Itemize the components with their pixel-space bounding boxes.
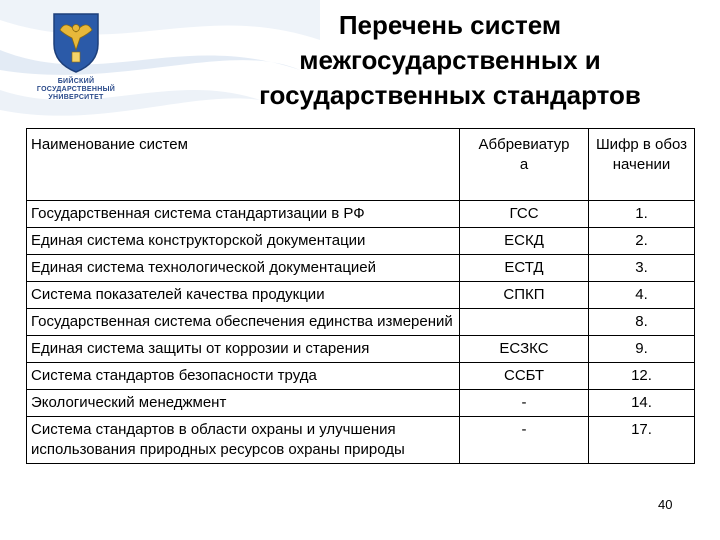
system-code: 12.	[589, 363, 695, 390]
table-row	[27, 363, 695, 390]
system-abbreviation: ЕСТД	[460, 255, 589, 282]
table-row	[27, 201, 695, 228]
system-name: Экологический менеджмент	[27, 390, 460, 417]
table-header-row	[27, 129, 695, 201]
system-code: 1.	[589, 201, 695, 228]
standards-table	[26, 128, 695, 464]
system-name: Единая система конструкторской документации	[27, 228, 460, 255]
title-line: межгосударственных и	[299, 45, 601, 75]
system-name: Система показателей качества продукции	[27, 282, 460, 309]
logo-text-line: БИЙСКИЙ	[57, 78, 95, 85]
table-row	[27, 417, 695, 464]
system-abbreviation	[460, 309, 589, 336]
system-abbreviation: СПКП	[460, 282, 589, 309]
system-code: 9.	[589, 336, 695, 363]
system-code: 17.	[589, 417, 695, 464]
system-name: Система стандартов в области охраны и улучшения использования природных ресурсов охраны природы	[27, 417, 460, 464]
table-row	[27, 282, 695, 309]
system-name: Государственная система стандартизации в РФ	[27, 201, 460, 228]
header-name: Наименование систем	[27, 129, 460, 201]
eagle-shield-icon	[50, 10, 102, 74]
page-number: 40	[658, 497, 673, 512]
system-abbreviation: ЕСЗКС	[460, 336, 589, 363]
logo-text-line: УНИВЕРСИТЕТ	[48, 94, 104, 101]
table-row	[27, 255, 695, 282]
system-name: Единая система защиты от коррозии и старения	[27, 336, 460, 363]
system-code: 3.	[589, 255, 695, 282]
system-code: 4.	[589, 282, 695, 309]
university-logo	[26, 10, 126, 102]
system-code: 8.	[589, 309, 695, 336]
system-abbreviation: ССБТ	[460, 363, 589, 390]
slide-title	[200, 8, 700, 113]
table-row	[27, 390, 695, 417]
header-code: Шифр в обозначении	[589, 129, 695, 201]
system-name: Единая система технологической документацией	[27, 255, 460, 282]
system-name: Система стандартов безопасности труда	[27, 363, 460, 390]
system-abbreviation: ЕСКД	[460, 228, 589, 255]
system-abbreviation: ГСС	[460, 201, 589, 228]
system-abbreviation: -	[460, 390, 589, 417]
table-row	[27, 228, 695, 255]
table-row	[27, 309, 695, 336]
table-row	[27, 336, 695, 363]
header-abbreviation: Аббревиатура	[460, 129, 589, 201]
logo-text-line: ГОСУДАРСТВЕННЫЙ	[36, 86, 116, 93]
title-line: Перечень систем	[338, 10, 562, 40]
system-abbreviation: -	[460, 417, 589, 464]
system-name: Государственная система обеспечения единства измерений	[27, 309, 460, 336]
system-code: 14.	[589, 390, 695, 417]
system-code: 2.	[589, 228, 695, 255]
title-line: государственных стандартов	[259, 80, 641, 110]
